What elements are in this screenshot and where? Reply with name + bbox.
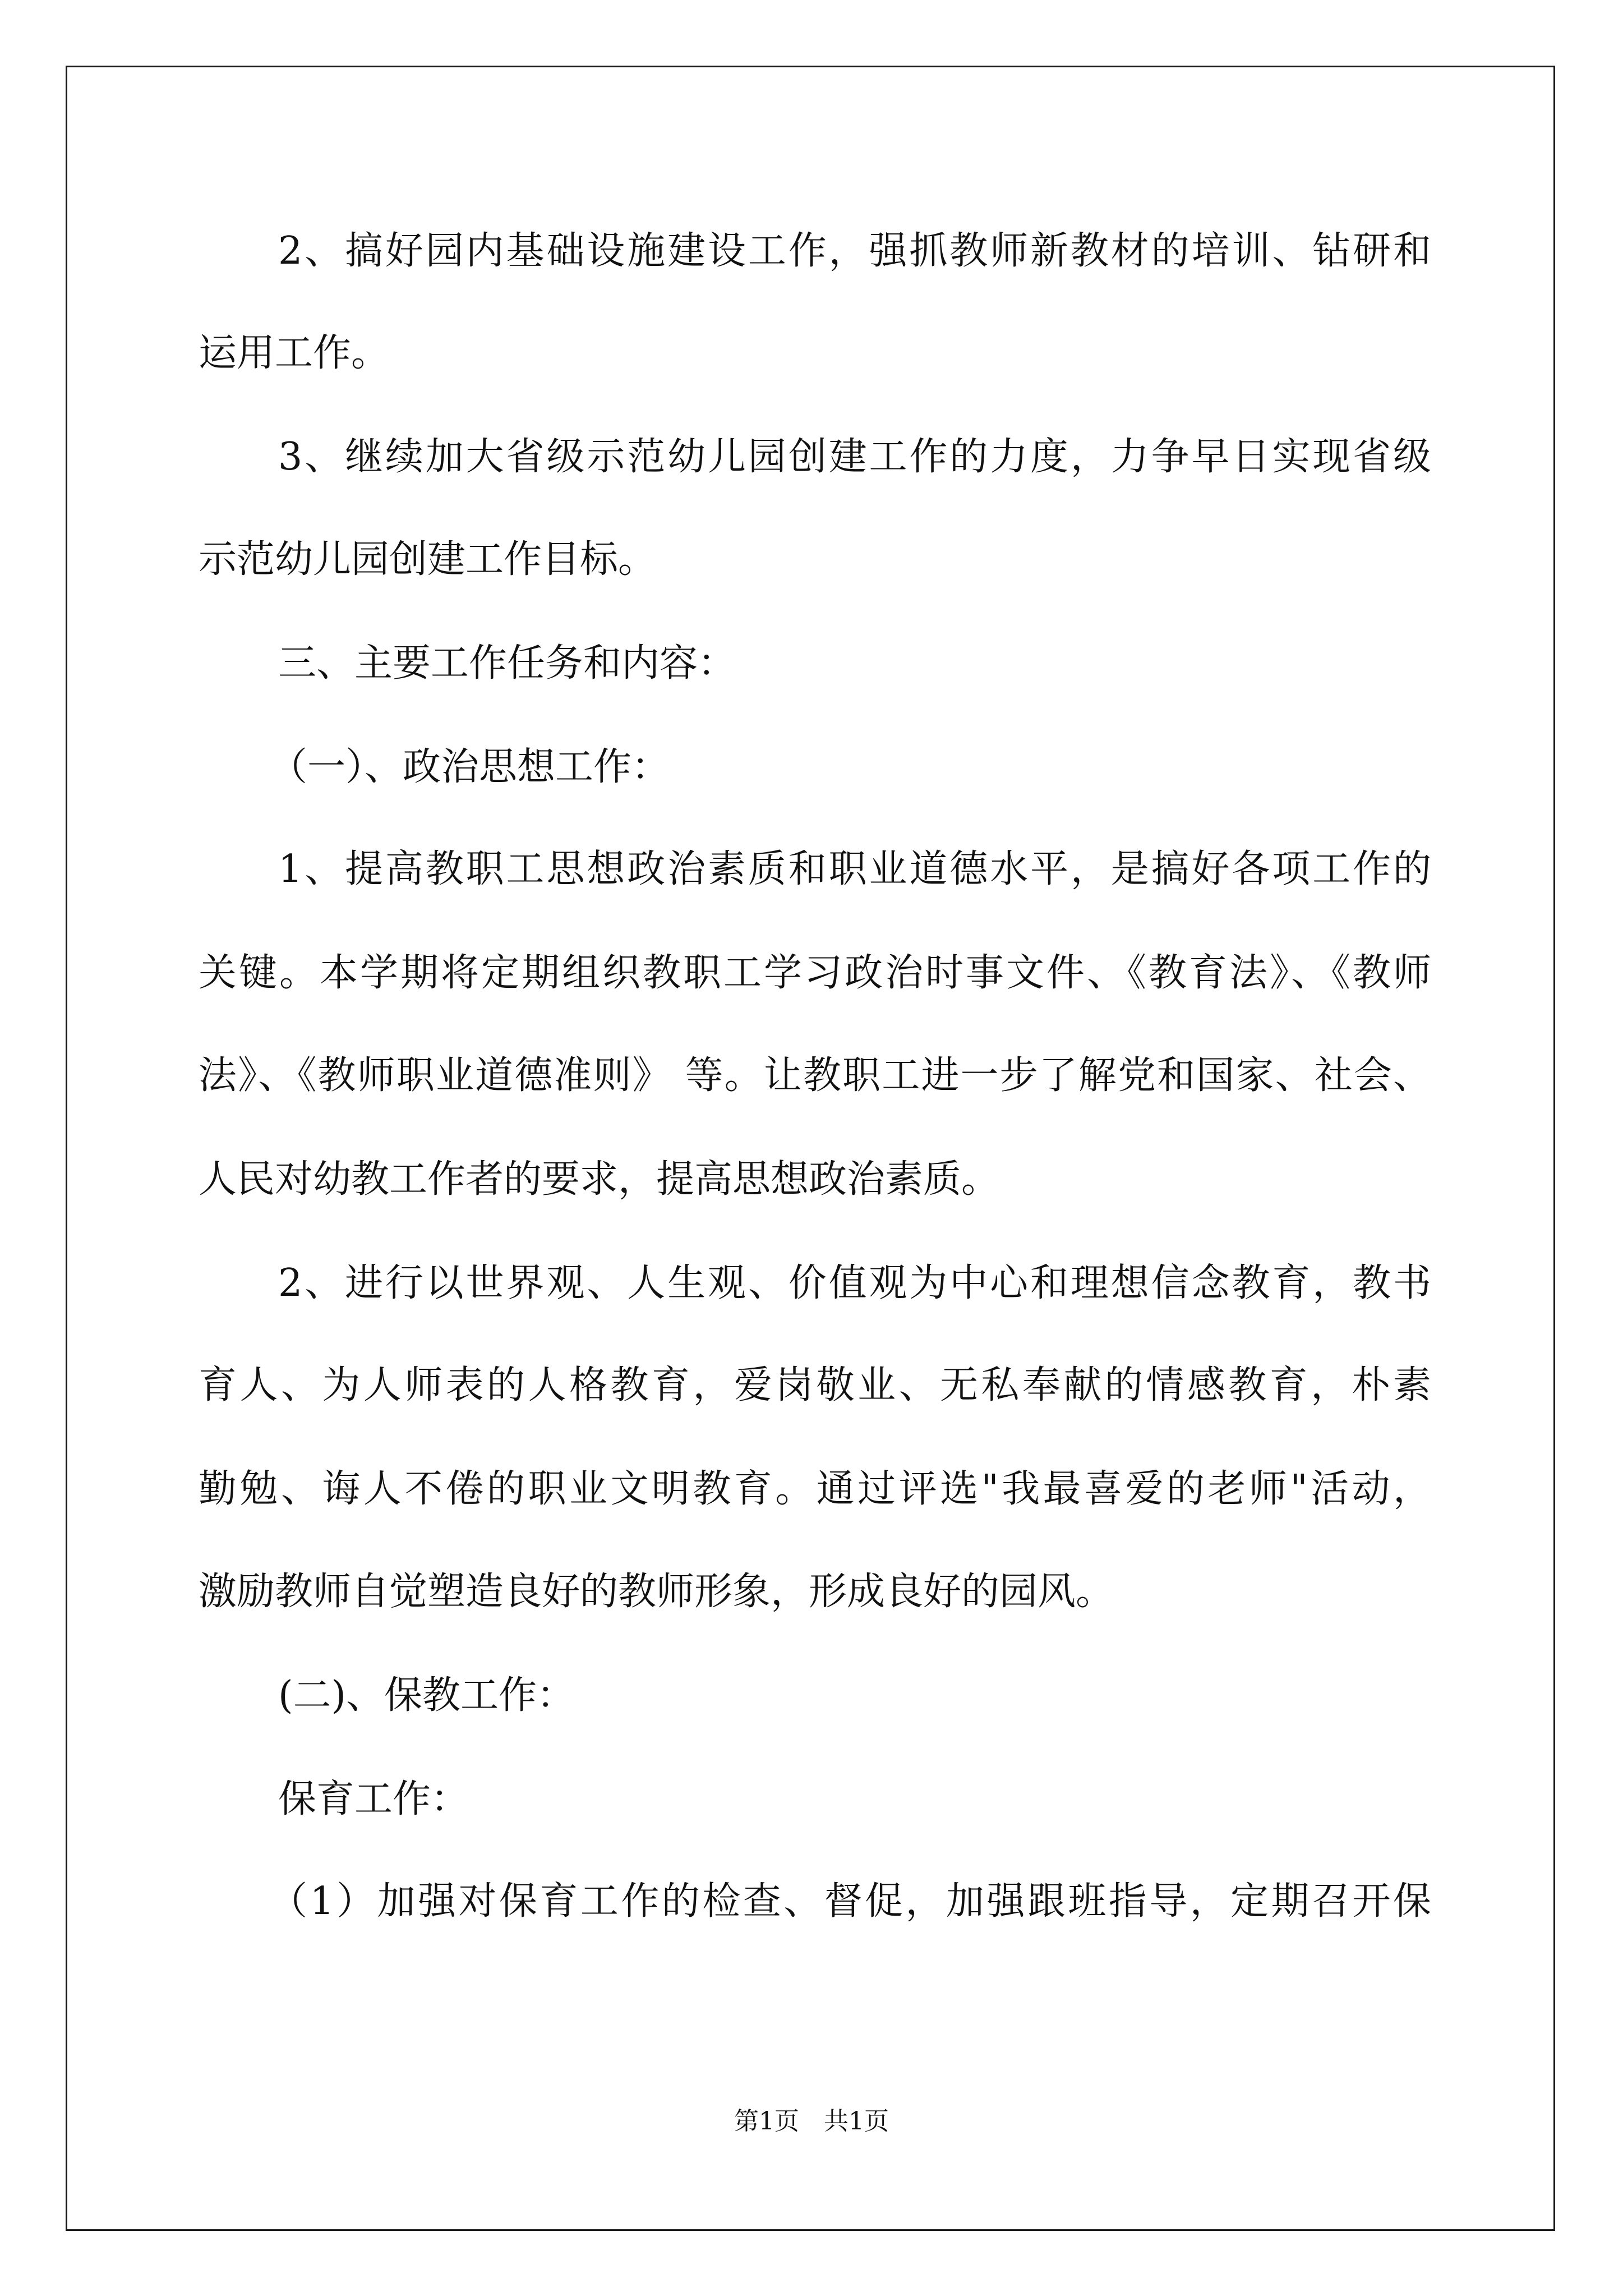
page-number-footer: 第1页 共1页 [734,2107,889,2136]
text-line: 勤勉、诲人不倦的职业文明教育。通过评选"我最喜爱的老师"活动， [199,1467,1431,1511]
subsection-heading: (二)、保教工作： [278,1673,575,1718]
text-line: （1）加强对保育工作的检查、督促，加强跟班指导，定期召开保 [269,1879,1431,1924]
text-line: 法》、《教师职业道德准则》 等。让教职工进一步了解党和国家、社会、 [199,1053,1431,1098]
text-line: 育人、为人师表的人格教育，爱岗敬业、无私奉献的情感教育，朴素 [199,1363,1431,1407]
text-line: 2、搞好园内基础设施建设工作，强抓教师新教材的培训、钻研和 [278,229,1431,273]
subsection-heading: 保育工作： [278,1777,469,1821]
text-line: 1、提高教职工思想政治素质和职业道德水平，是搞好各项工作的 [278,847,1431,891]
text-line: 2、进行以世界观、人生观、价值观为中心和理想信念教育，教书 [278,1261,1431,1305]
section-heading: 三、主要工作任务和内容： [278,641,736,685]
text-line: 人民对幼教工作者的要求，提高思想政治素质。 [199,1157,1000,1202]
text-line: 关键。本学期将定期组织教职工学习政治时事文件、《教育法》、《教师 [199,951,1431,995]
text-line: 激励教师自觉塑造良好的教师形象，形成良好的园风。 [199,1570,1114,1614]
text-line: 示范幼儿园创建工作目标。 [199,537,657,582]
text-line: 运用工作。 [199,331,390,375]
text-line: 3、继续加大省级示范幼儿园创建工作的力度，力争早日实现省级 [278,435,1431,479]
subsection-heading: （一）、政治思想工作： [269,745,670,789]
